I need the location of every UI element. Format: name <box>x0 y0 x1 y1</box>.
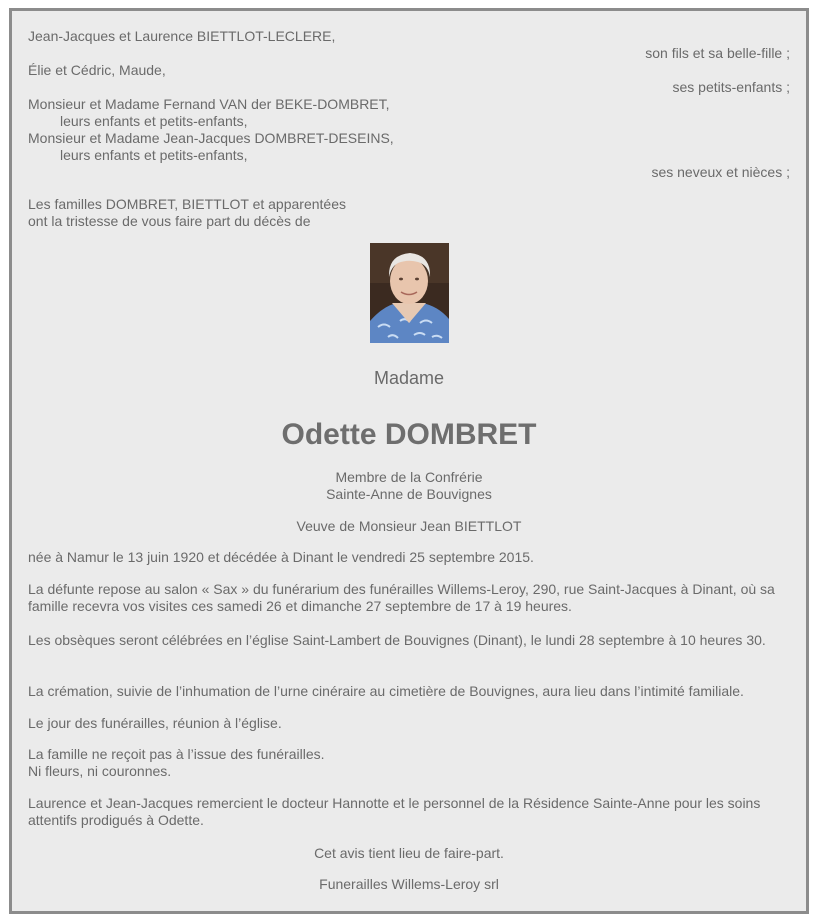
family-grandchildren-relation: ses petits-enfants ; <box>672 79 790 95</box>
meeting-paragraph: Le jour des funérailles, réunion à l’église. <box>28 715 282 731</box>
undertaker-line: Funerailles Willems-Leroy srl <box>319 876 499 892</box>
no-reception-line-1: La famille ne reçoit pas à l’issue des funérailles. <box>28 746 325 762</box>
portrait-photo <box>370 243 449 343</box>
notice-line: Cet avis tient lieu de faire-part. <box>314 845 504 861</box>
family-niece-line-1: Monsieur et Madame Fernand VAN der BEKE-DOMBRET, <box>28 96 390 112</box>
families-line-2: ont la tristesse de vous faire part du décès de <box>28 213 311 229</box>
deceased-name: Odette DOMBRET <box>281 418 537 451</box>
deceased-salutation: Madame <box>373 368 445 388</box>
obituary-card <box>9 8 809 914</box>
widow-line: Veuve de Monsieur Jean BIETTLOT <box>296 518 522 534</box>
rest-paragraph: La défunte repose au salon « Sax » du funérarium des funérailles Willems-Leroy, 290, rue Saint-Jacques à Dinant, où sa famille recevra vos visites ces samedi 26 et dimanche 27 septembre de 17 à 19 heures. <box>28 581 775 614</box>
family-son-relation: son fils et sa belle-fille ; <box>645 45 790 61</box>
family-niece-sub-1: leurs enfants et petits-enfants, <box>60 113 248 129</box>
birth-death-line: née à Namur le 13 juin 1920 et décédée à Dinant le vendredi 25 septembre 2015. <box>28 549 534 565</box>
membership-line-1: Membre de la Confrérie <box>335 469 483 485</box>
family-grandchildren-line: Élie et Cédric, Maude, <box>28 62 166 78</box>
thanks-paragraph: Laurence et Jean-Jacques remercient le docteur Hannotte et le personnel de la Résidence Sainte-Anne pour les soins attentifs prodigués à Odette. <box>28 795 761 828</box>
family-niece-relation: ses neveux et nièces ; <box>651 164 790 180</box>
funeral-paragraph: Les obsèques seront célébrées en l’église Saint-Lambert de Bouvignes (Dinant), le lundi 28 septembre à 10 heures 30. <box>28 632 766 648</box>
membership-line-2: Sainte-Anne de Bouvignes <box>326 486 492 502</box>
family-niece-line-2: Monsieur et Madame Jean-Jacques DOMBRET-DESEINS, <box>28 130 394 146</box>
cremation-paragraph: La crémation, suivie de l’inhumation de l’urne cinéraire au cimetière de Bouvignes, aura lieu dans l’intimité familiale. <box>28 683 744 699</box>
no-reception-line-2: Ni fleurs, ni couronnes. <box>28 763 172 779</box>
family-niece-sub-2: leurs enfants et petits-enfants, <box>60 147 248 163</box>
families-line-1: Les familles DOMBRET, BIETTLOT et apparentées <box>28 196 346 212</box>
family-son-line: Jean-Jacques et Laurence BIETTLOT-LECLERE, <box>28 28 336 44</box>
